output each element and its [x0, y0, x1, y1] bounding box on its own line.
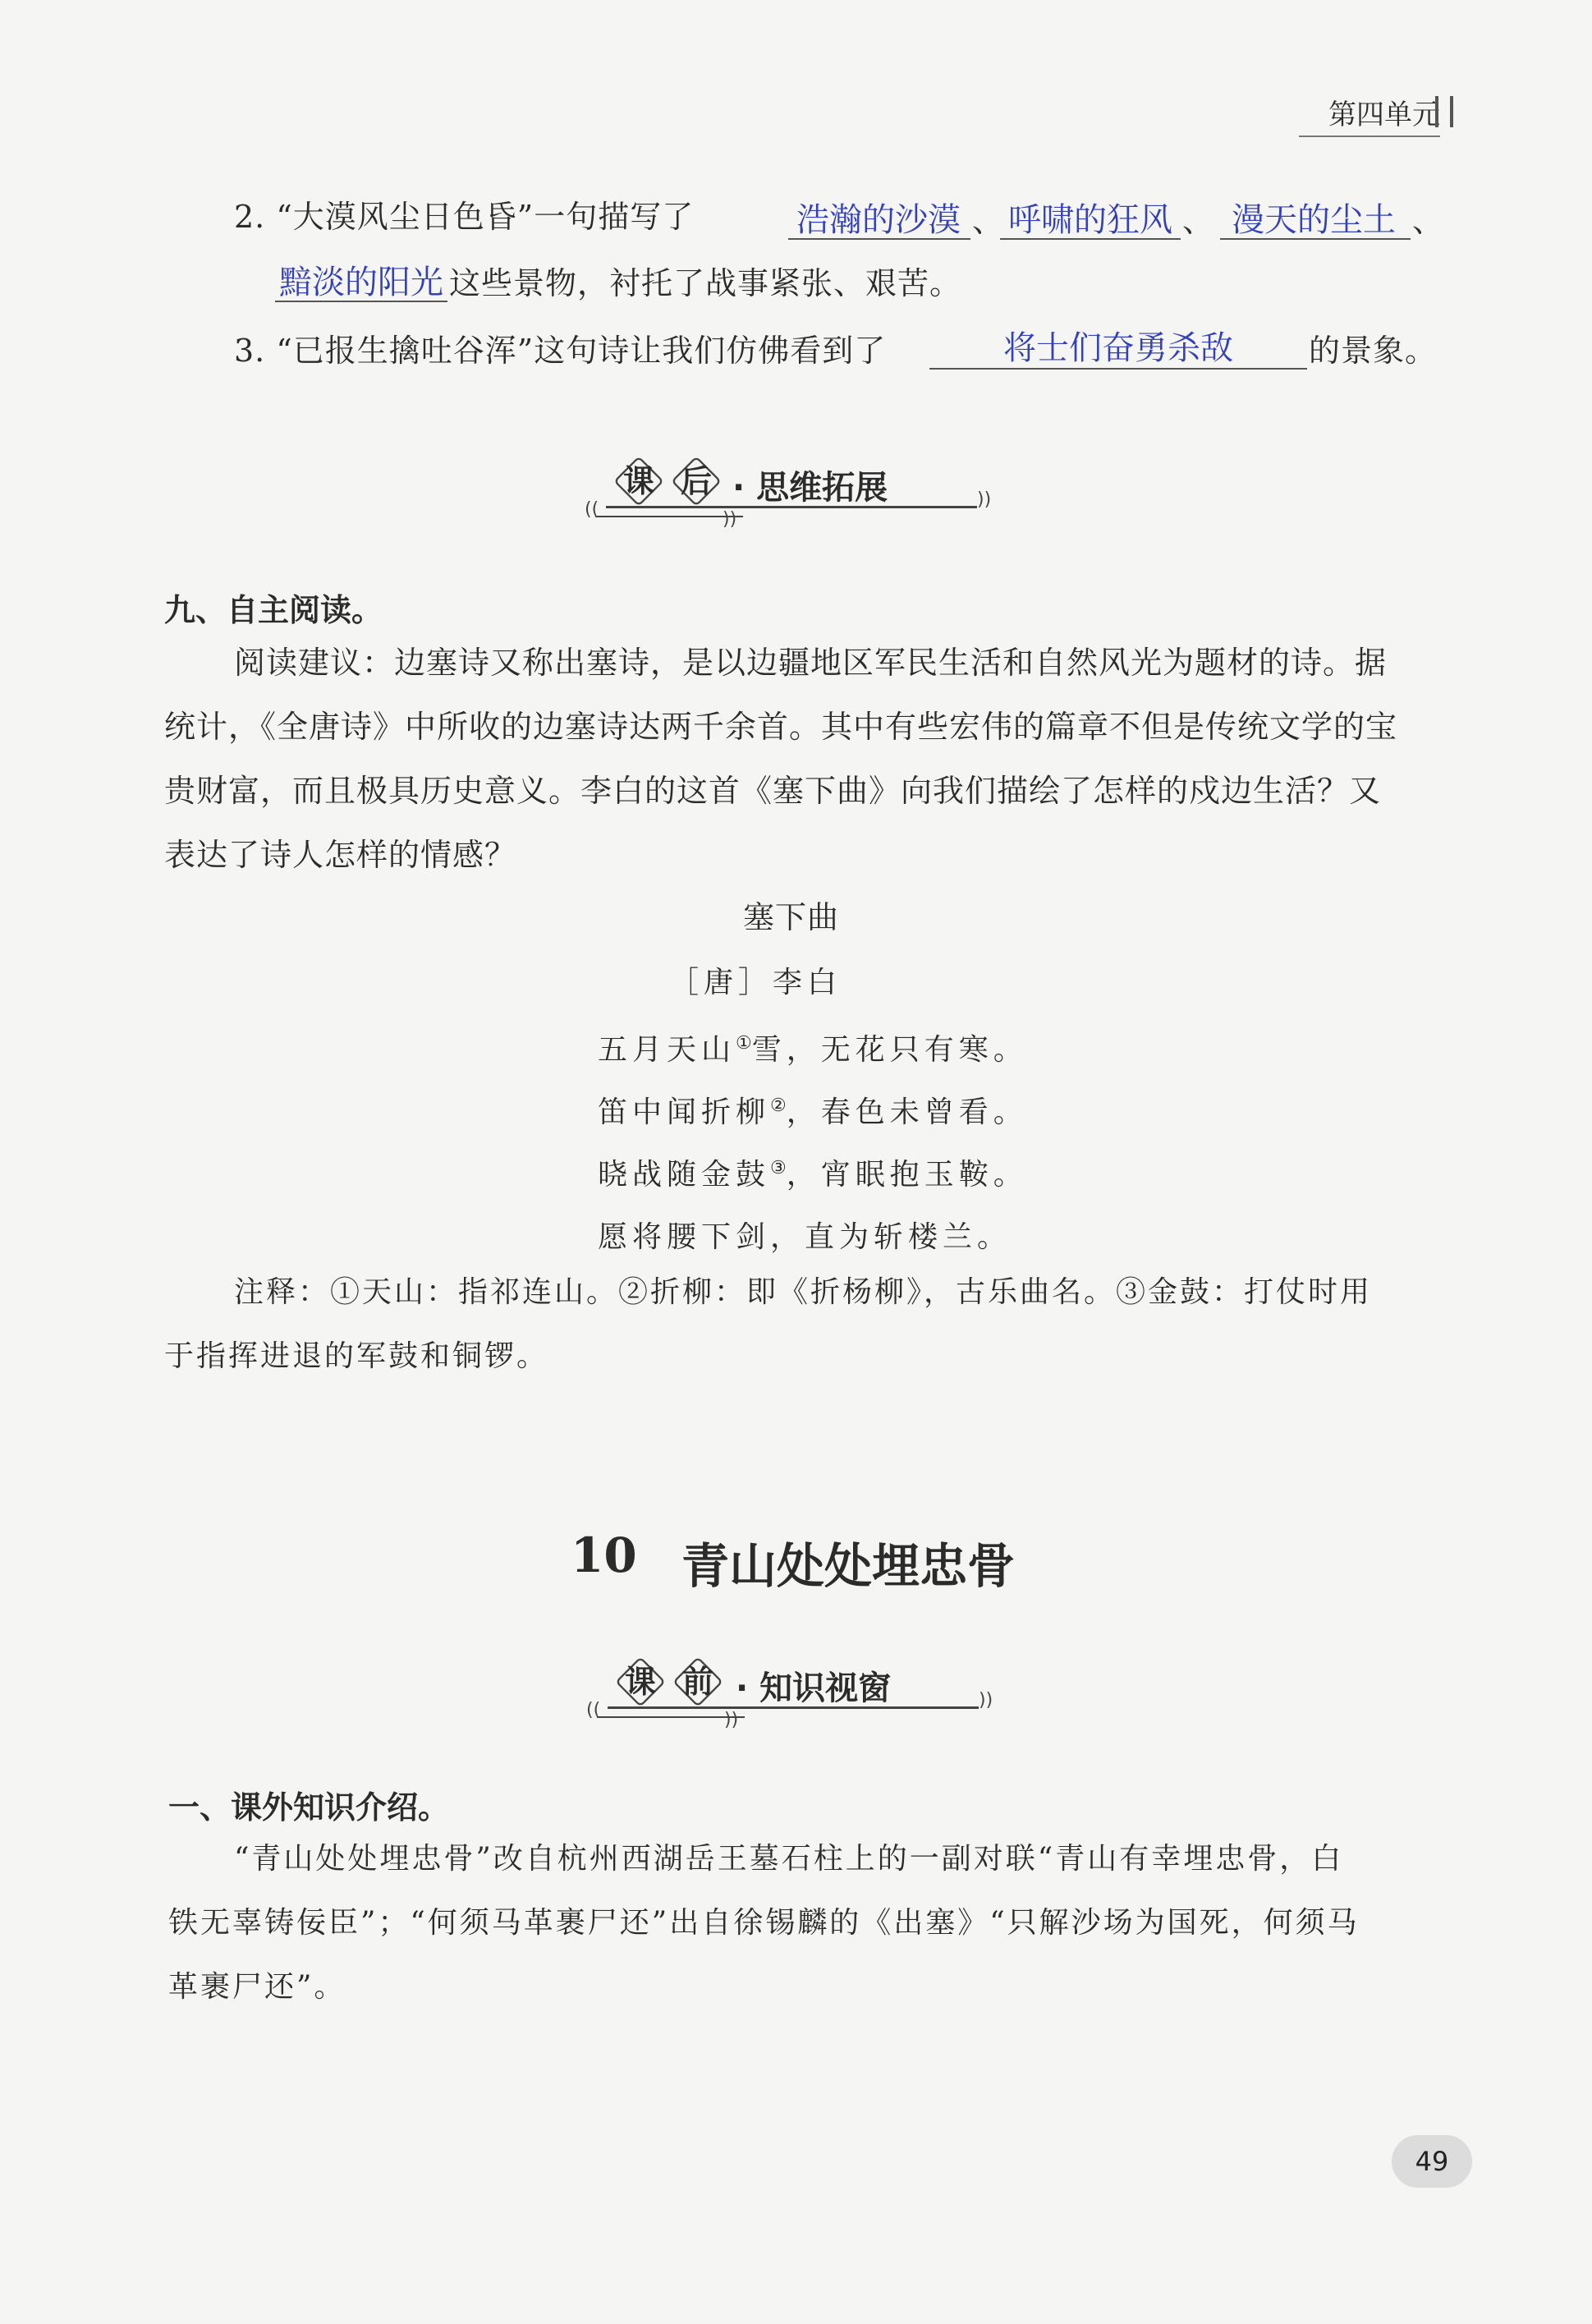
poem-line-2 [598, 1089, 1028, 1131]
banner-char-2: 后 [673, 458, 719, 504]
header-bars [1435, 96, 1453, 127]
poem-title: 塞下曲 [743, 899, 840, 935]
poem-line-3 [598, 1151, 1028, 1193]
banner-char-1: 课 [617, 1659, 663, 1705]
banner-rule-2 [595, 516, 743, 517]
q2-sep-1: 、 [972, 203, 1005, 239]
banner-chevron-right-icon: )) [979, 1690, 993, 1711]
q3-suffix: 的景象。 [1309, 333, 1438, 369]
q2-answer-2: 呼啸的狂风 [1008, 201, 1172, 239]
section-1-line-2: 铁无辜铸佞臣”；“何须马革裹尸还”出自徐锡麟的《出塞》“只解沙场为国死，何须马 [168, 1906, 1360, 1940]
q2-blank-1 [788, 238, 970, 240]
q3-prefix: 3. “已报生擒吐谷浑”这句诗让我们仿佛看到了 [234, 333, 887, 369]
poem-line-3-a: 晓战随金鼓 [598, 1158, 771, 1192]
section-1-line-3: 革裹尸还”。 [168, 1970, 346, 2004]
section-9-line-4: 表达了诗人怎样的情感？ [164, 837, 517, 873]
q2-suffix: 这些景物，衬托了战事紧张、艰苦。 [449, 265, 962, 301]
banner-chevron-small-icon: )) [724, 1710, 739, 1730]
banner-chevron-small-icon: )) [723, 509, 737, 530]
footnote-marker-2: ② [770, 1095, 787, 1116]
banner-rule [606, 506, 977, 508]
banner-char-1: 课 [616, 458, 662, 504]
poem-line-2-b: ，春色未曾看。 [786, 1095, 1028, 1129]
section-9-line-3: 贵财富，而且极具历史意义。李白的这首《塞下曲》向我们描绘了怎样的戍边生活？又 [164, 773, 1382, 809]
banner-rule-2 [597, 1716, 745, 1718]
poem-line-1-b: 雪，无花只有寒。 [751, 1033, 1028, 1067]
notes-line-1: 注释：①天山：指祁连山。②折柳：即《折杨柳》，古乐曲名。③金鼓：打仗时用 [234, 1275, 1373, 1309]
q2-blank-3 [1220, 238, 1411, 240]
poem-author: ［唐］李白 [669, 966, 842, 999]
q2-answer-4: 黯淡的阳光 [279, 264, 443, 301]
section-1-line-1: “青山处处埋忠骨”改自杭州西湖岳王墓石柱上的一副对联“青山有幸埋忠骨，白 [234, 1842, 1344, 1876]
section-9-line-1: 阅读建议：边塞诗又称出塞诗，是以边疆地区军民生活和自然风光为题材的诗。据 [234, 645, 1388, 681]
poem-line-3-b: ，宵眠抱玉鞍。 [786, 1158, 1028, 1192]
banner-title: · 思维拓展 [732, 469, 888, 507]
section-1-heading: 一、课外知识介绍。 [168, 1789, 450, 1826]
poem-line-1-a: 五月天山 [598, 1033, 736, 1067]
chapter-title: 青山处处埋忠骨 [681, 1538, 1016, 1594]
banner-chevron-left-icon: (( [586, 1700, 601, 1720]
poem-line-1 [598, 1027, 1028, 1068]
page-number: 49 [1392, 2135, 1472, 2188]
q2-sep-3: 、 [1412, 203, 1445, 239]
section-9-heading: 九、自主阅读。 [164, 592, 383, 628]
banner-char-2: 前 [675, 1659, 721, 1705]
section-9-line-2: 统计，《全唐诗》中所收的边塞诗达两千余首。其中有些宏伟的篇章不但是传统文学的宝 [164, 709, 1398, 745]
q2-blank-2 [1000, 238, 1181, 240]
q2-prefix: 2. “大漠风尘日色昏”一句描写了 [234, 199, 695, 235]
q2-answer-1: 浩瀚的沙漠 [796, 201, 961, 239]
banner-chevron-right-icon: )) [977, 489, 992, 510]
footnote-marker-1: ① [736, 1033, 752, 1054]
banner-rule [608, 1706, 979, 1709]
q3-blank [929, 368, 1307, 370]
header-rule [1299, 135, 1440, 137]
q2-blank-4 [275, 301, 447, 302]
q2-answer-3: 漫天的尘土 [1232, 201, 1396, 239]
banner-chevron-left-icon: (( [585, 499, 599, 520]
chapter-number: 10 [571, 1527, 637, 1583]
unit-label: 第四单元 [1328, 99, 1440, 131]
poem-line-2-a: 笛中闻折柳 [598, 1095, 771, 1129]
q3-answer: 将士们奋勇杀敌 [1003, 329, 1233, 367]
poem-line-4: 愿将腰下剑，直为斩楼兰。 [598, 1220, 1012, 1254]
footnote-marker-3: ③ [770, 1158, 787, 1178]
q2-sep-2: 、 [1182, 203, 1215, 239]
banner-title: · 知识视窗 [736, 1670, 892, 1707]
notes-line-2: 于指挥进退的军鼓和铜锣。 [164, 1339, 549, 1373]
